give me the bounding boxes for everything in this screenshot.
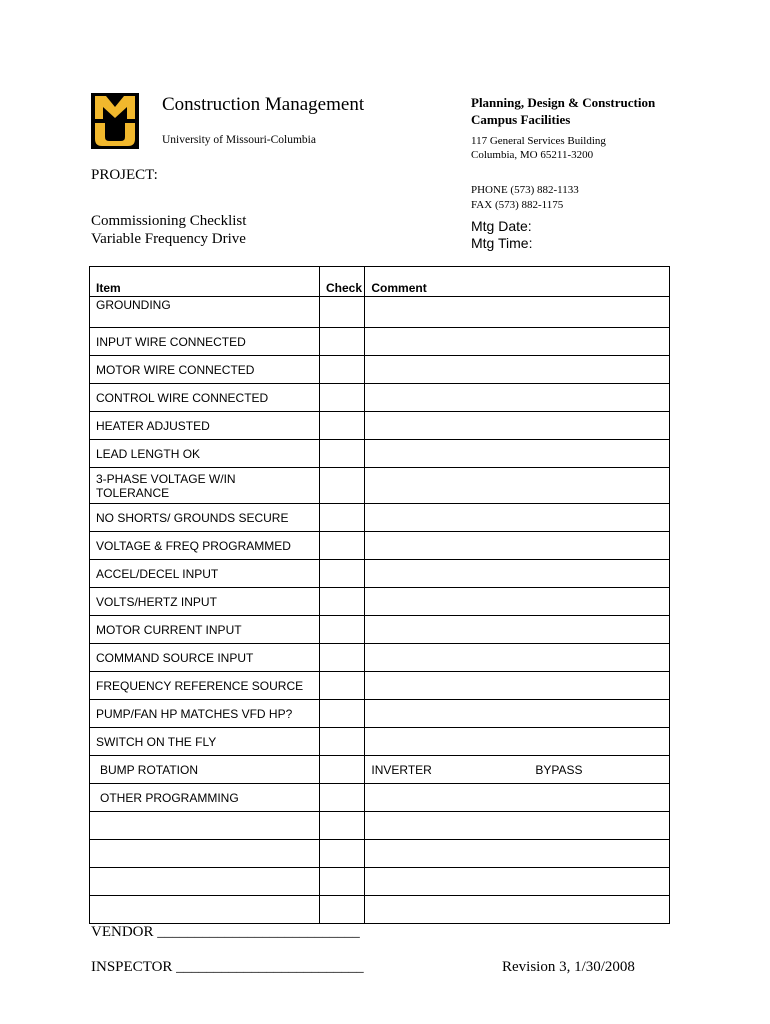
fax-number: FAX (573) 882-1175 bbox=[471, 199, 564, 211]
item-cell: PUMP/FAN HP MATCHES VFD HP? bbox=[90, 700, 320, 728]
revision-label: Revision 3, 1/30/2008 bbox=[502, 959, 635, 975]
check-cell[interactable] bbox=[319, 468, 364, 504]
comment-cell[interactable] bbox=[365, 504, 670, 532]
project-label: PROJECT: bbox=[91, 167, 158, 183]
check-cell[interactable] bbox=[319, 700, 364, 728]
check-cell[interactable] bbox=[319, 328, 364, 356]
comment-cell[interactable] bbox=[365, 728, 670, 756]
table-row bbox=[90, 700, 670, 728]
inspector-signature-line[interactable]: INSPECTOR _________________________ bbox=[91, 959, 364, 975]
check-cell[interactable] bbox=[319, 784, 364, 812]
item-cell bbox=[90, 756, 320, 784]
comment-cell[interactable] bbox=[365, 784, 670, 812]
comment-option-inverter: INVERTER bbox=[371, 762, 432, 777]
item-cell[interactable] bbox=[90, 868, 320, 896]
item-cell: NO SHORTS/ GROUNDS SECURE bbox=[90, 504, 320, 532]
item-cell: GROUNDING bbox=[90, 297, 320, 328]
check-cell[interactable] bbox=[319, 868, 364, 896]
check-cell[interactable] bbox=[319, 728, 364, 756]
check-cell[interactable] bbox=[319, 504, 364, 532]
comment-cell[interactable] bbox=[365, 328, 670, 356]
comment-cell[interactable] bbox=[365, 297, 670, 328]
comment-cell[interactable] bbox=[365, 560, 670, 588]
check-cell[interactable] bbox=[319, 756, 364, 784]
item-cell bbox=[90, 784, 320, 812]
comment-cell[interactable] bbox=[365, 896, 670, 924]
meeting-date-label: Mtg Date: bbox=[471, 218, 532, 234]
table-row bbox=[90, 644, 670, 672]
item-cell: SWITCH ON THE FLY bbox=[90, 728, 320, 756]
table-row bbox=[90, 468, 670, 504]
department-line-1: Planning, Design & Construction bbox=[471, 95, 656, 110]
check-cell[interactable] bbox=[319, 384, 364, 412]
comment-cell[interactable] bbox=[365, 812, 670, 840]
header-item: Item bbox=[90, 267, 320, 297]
table-row bbox=[90, 784, 670, 812]
document-title bbox=[91, 212, 246, 248]
address-line-1: 117 General Services Building bbox=[471, 135, 606, 147]
comment-cell[interactable] bbox=[365, 700, 670, 728]
check-cell[interactable] bbox=[319, 440, 364, 468]
document-title-line-2: Variable Frequency Drive bbox=[91, 231, 246, 247]
item-cell[interactable] bbox=[90, 896, 320, 924]
table-row bbox=[90, 672, 670, 700]
item-label: OTHER PROGRAMMING bbox=[100, 790, 239, 805]
check-cell[interactable] bbox=[319, 840, 364, 868]
comment-options bbox=[371, 763, 669, 777]
table-row bbox=[90, 560, 670, 588]
org-title: Construction Management bbox=[162, 94, 365, 115]
table-row bbox=[90, 588, 670, 616]
table-row bbox=[90, 840, 670, 868]
item-cell: LEAD LENGTH OK bbox=[90, 440, 320, 468]
phone-number: PHONE (573) 882-1133 bbox=[471, 184, 579, 196]
department-line-2: Campus Facilities bbox=[471, 112, 571, 127]
department-name bbox=[471, 94, 655, 128]
comment-cell[interactable] bbox=[365, 468, 670, 504]
university-name: University of Missouri-Columbia bbox=[162, 134, 316, 146]
item-cell: VOLTAGE & FREQ PROGRAMMED bbox=[90, 532, 320, 560]
comment-cell[interactable] bbox=[365, 440, 670, 468]
check-cell[interactable] bbox=[319, 812, 364, 840]
check-cell[interactable] bbox=[319, 297, 364, 328]
meeting-time-label: Mtg Time: bbox=[471, 235, 533, 251]
vendor-signature-line[interactable]: VENDOR ___________________________ bbox=[91, 924, 360, 940]
table-row bbox=[90, 356, 670, 384]
item-cell: CONTROL WIRE CONNECTED bbox=[90, 384, 320, 412]
check-cell[interactable] bbox=[319, 672, 364, 700]
comment-cell[interactable] bbox=[365, 412, 670, 440]
table-row bbox=[90, 412, 670, 440]
table-header-row bbox=[90, 267, 670, 297]
header-check: Check bbox=[319, 267, 364, 297]
university-logo bbox=[91, 93, 139, 149]
comment-cell[interactable] bbox=[365, 532, 670, 560]
table-row bbox=[90, 616, 670, 644]
check-cell[interactable] bbox=[319, 412, 364, 440]
checklist-table bbox=[89, 266, 670, 924]
comment-cell[interactable] bbox=[365, 616, 670, 644]
table-row bbox=[90, 812, 670, 840]
table-row bbox=[90, 728, 670, 756]
comment-cell[interactable] bbox=[365, 756, 670, 784]
table-row bbox=[90, 328, 670, 356]
comment-cell[interactable] bbox=[365, 588, 670, 616]
comment-option-bypass: BYPASS bbox=[535, 762, 583, 777]
comment-cell[interactable] bbox=[365, 868, 670, 896]
comment-cell[interactable] bbox=[365, 356, 670, 384]
check-cell[interactable] bbox=[319, 532, 364, 560]
table-row bbox=[90, 532, 670, 560]
item-label: BUMP ROTATION bbox=[100, 762, 199, 777]
check-cell[interactable] bbox=[319, 560, 364, 588]
item-cell: FREQUENCY REFERENCE SOURCE bbox=[90, 672, 320, 700]
item-cell[interactable] bbox=[90, 840, 320, 868]
comment-cell[interactable] bbox=[365, 384, 670, 412]
item-cell: HEATER ADJUSTED bbox=[90, 412, 320, 440]
table-row bbox=[90, 384, 670, 412]
contact-block bbox=[471, 183, 579, 213]
check-cell[interactable] bbox=[319, 616, 364, 644]
table-row bbox=[90, 297, 670, 328]
comment-cell[interactable] bbox=[365, 672, 670, 700]
document-title-line-1: Commissioning Checklist bbox=[91, 213, 247, 229]
table-row bbox=[90, 896, 670, 924]
item-cell: VOLTS/HERTZ INPUT bbox=[90, 588, 320, 616]
item-cell: 3-PHASE VOLTAGE W/IN TOLERANCE bbox=[90, 468, 320, 504]
check-cell[interactable] bbox=[319, 644, 364, 672]
check-cell[interactable] bbox=[319, 588, 364, 616]
table-row bbox=[90, 756, 670, 784]
comment-cell[interactable] bbox=[365, 644, 670, 672]
item-cell[interactable] bbox=[90, 812, 320, 840]
header-comment: Comment bbox=[365, 267, 670, 297]
address-line-2: Columbia, MO 65211-3200 bbox=[471, 149, 594, 161]
check-cell[interactable] bbox=[319, 356, 364, 384]
address-block bbox=[471, 134, 606, 162]
table-row bbox=[90, 440, 670, 468]
item-cell: INPUT WIRE CONNECTED bbox=[90, 328, 320, 356]
item-cell: MOTOR WIRE CONNECTED bbox=[90, 356, 320, 384]
item-cell: ACCEL/DECEL INPUT bbox=[90, 560, 320, 588]
item-cell: COMMAND SOURCE INPUT bbox=[90, 644, 320, 672]
item-cell: MOTOR CURRENT INPUT bbox=[90, 616, 320, 644]
meeting-block bbox=[471, 218, 532, 252]
check-cell[interactable] bbox=[319, 896, 364, 924]
comment-cell[interactable] bbox=[365, 840, 670, 868]
table-row bbox=[90, 868, 670, 896]
table-row bbox=[90, 504, 670, 532]
